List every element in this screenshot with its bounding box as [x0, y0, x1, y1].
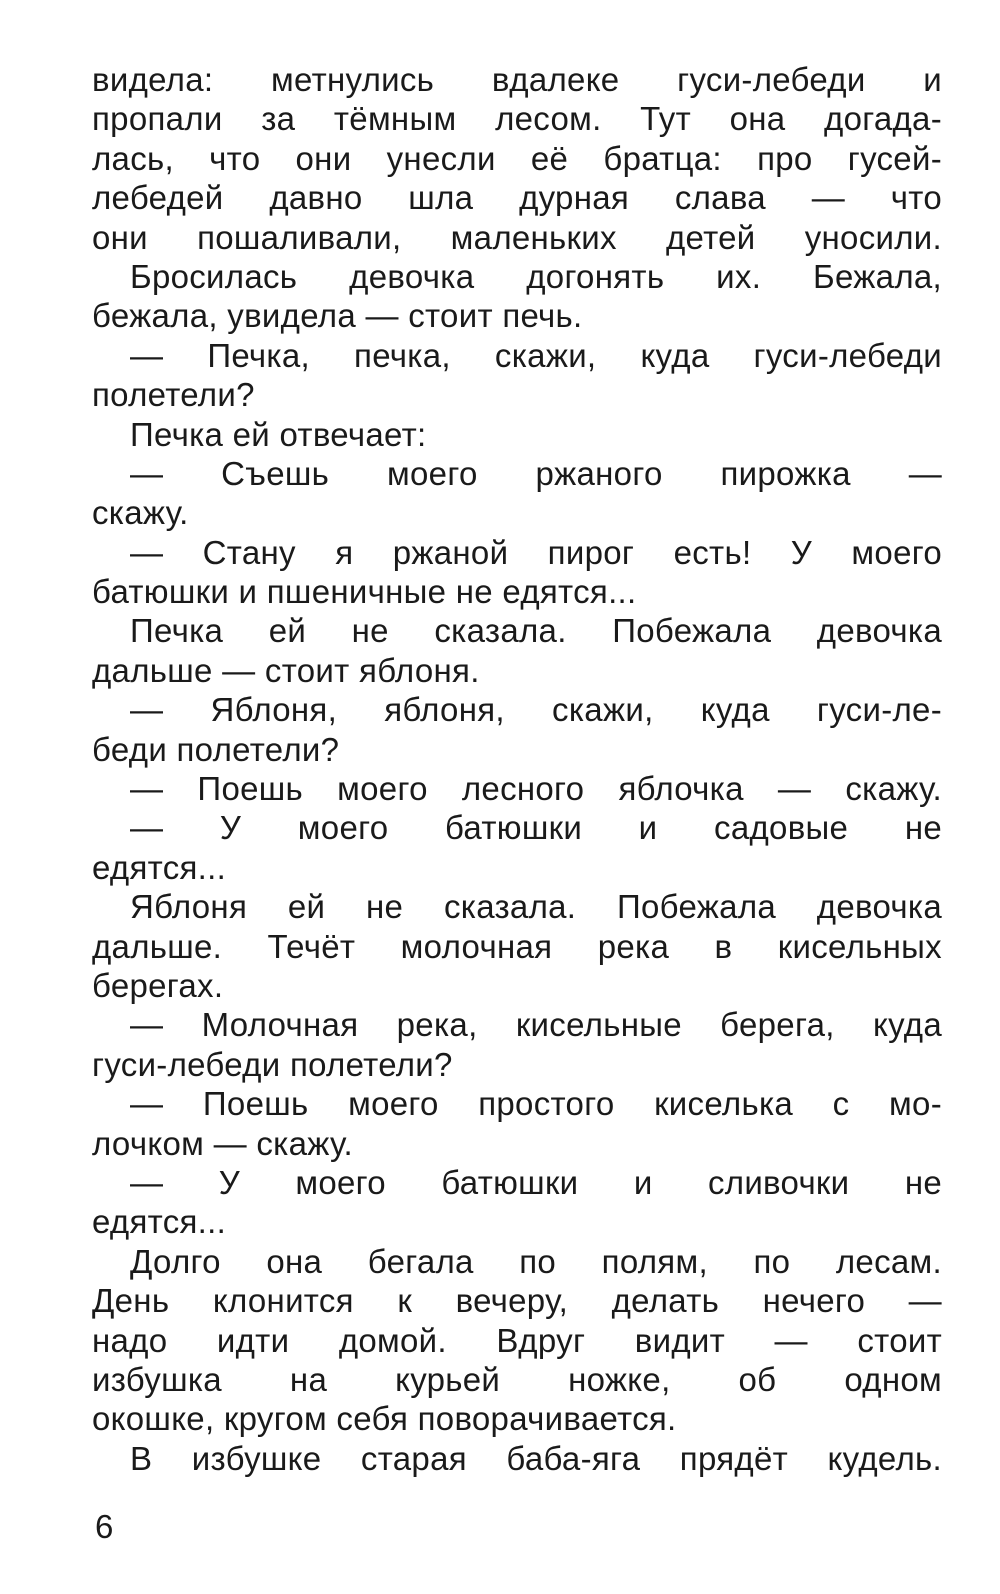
text-line: — Поешь моего лесного яблочка — скажу.	[130, 770, 942, 808]
text-line: — Поешь моего простого киселька с мо-	[130, 1085, 942, 1123]
text-line: дальше. Течёт молочная река в кисельных	[92, 927, 942, 965]
text-line: надо идти домой. Вдруг видит — стоит	[92, 1321, 942, 1359]
text-line: скажу.	[92, 494, 189, 532]
text-line: берегах.	[92, 966, 224, 1004]
text-line: батюшки и пшеничные не едятся...	[92, 573, 637, 611]
text-line: полетели?	[92, 376, 255, 414]
text-line: День клонится к вечеру, делать нечего —	[92, 1282, 942, 1320]
text-line: беди полетели?	[92, 730, 340, 768]
text-line: бежала, увидела — стоит печь.	[92, 297, 583, 335]
text-line: едятся...	[92, 1203, 227, 1241]
text-line: Печка ей не сказала. Побежала девочка	[130, 612, 942, 650]
text-line: они пошаливали, маленьких детей уносили.	[92, 218, 942, 256]
text-line: Печка ей отвечает:	[130, 415, 427, 453]
text-line: лась, что они унесли её братца: про гусей-	[92, 139, 942, 177]
page-number: 6	[95, 1508, 114, 1545]
text-line: — Съешь моего ржаного пирожка —	[130, 454, 942, 492]
text-line: дальше — стоит яблоня.	[92, 651, 480, 689]
text-line: окошке, кругом себя поворачивается.	[92, 1400, 677, 1438]
text-line: едятся...	[92, 848, 227, 886]
text-line: избушка на курьей ножке, об одном	[92, 1360, 942, 1398]
text-line: лочком — скажу.	[92, 1124, 353, 1162]
text-line: гуси-лебеди полетели?	[92, 1045, 453, 1083]
text-line: — Яблоня, яблоня, скажи, куда гуси-ле-	[130, 691, 942, 729]
text-line: В избушке старая баба-яга прядёт кудель.	[130, 1439, 942, 1477]
text-line: — У моего батюшки и садовые не	[130, 809, 942, 847]
text-line: — Молочная река, кисельные берега, куда	[130, 1006, 942, 1044]
text-line: лебедей давно шла дурная слава — что	[92, 179, 942, 217]
text-line: — Печка, печка, скажи, куда гуси-лебеди	[130, 336, 942, 374]
text-line: Яблоня ей не сказала. Побежала девочка	[130, 888, 942, 926]
text-line: — У моего батюшки и сливочки не	[130, 1163, 942, 1201]
text-line: видела: метнулись вдалеке гуси-лебеди и	[92, 61, 942, 98]
text-line: Бросилась девочка догонять их. Бежала,	[130, 257, 942, 295]
story-text	[92, 60, 942, 1478]
text-line: — Стану я ржаной пирог есть! У моего	[130, 533, 942, 571]
text-line: пропали за тёмным лесом. Тут она догада-	[92, 100, 942, 138]
text-line: Долго она бегала по полям, по лесам.	[130, 1242, 942, 1280]
